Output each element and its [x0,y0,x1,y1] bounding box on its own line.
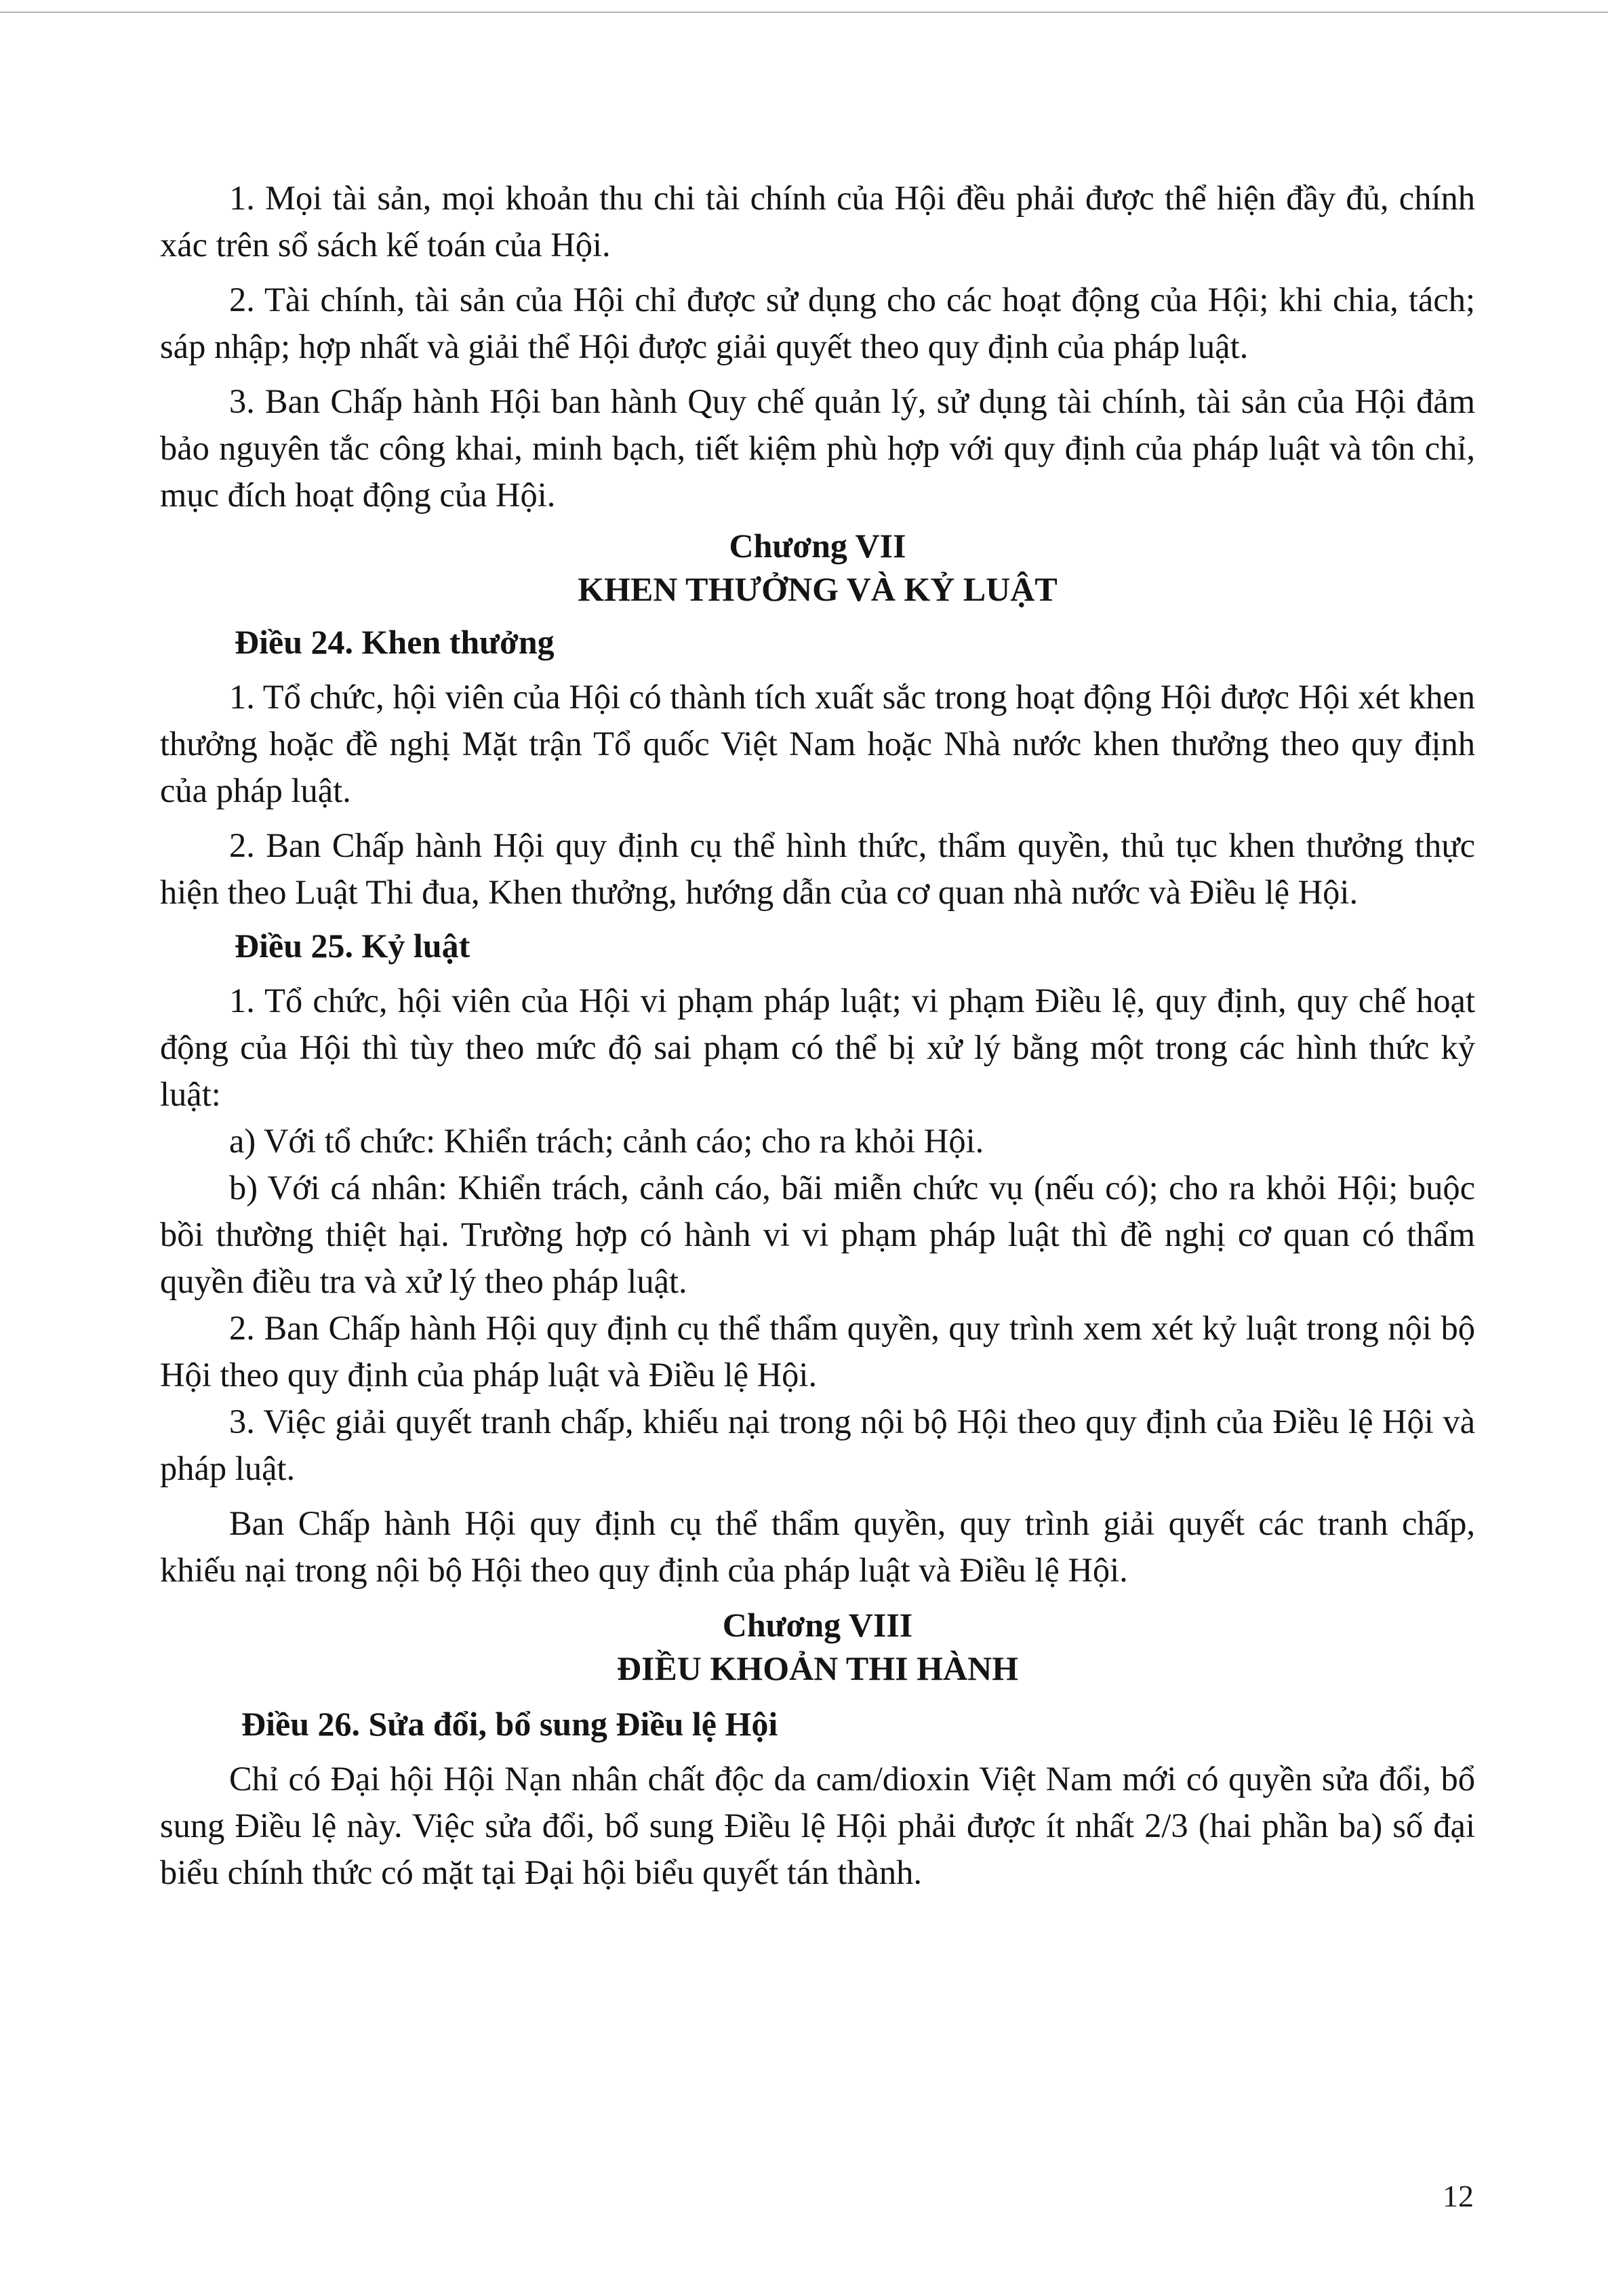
document-page [160,175,1475,1896]
article-26-paragraph-1: Chỉ có Đại hội Hội Nạn nhân chất độc da cam/dioxin Việt Nam mới có quyền sửa đổi, bổ sung Điều lệ này. Việc sửa đổi, bổ sung Điều lệ Hội phải được ít nhất 2/3 (hai phần ba) số đại biểu chính thức có mặt tại Đại hội biểu quyết tán thành. [160,1760,1475,1891]
scan-top-rule [0,12,1608,13]
chapter-8-label: Chương VIII [722,1606,913,1644]
article-25-paragraph-3: 3. Việc giải quyết tranh chấp, khiếu nại trong nội bộ Hội theo quy định của Điều lệ Hội và pháp luật. [160,1403,1475,1487]
chapter-7-label: Chương VII [729,527,906,565]
page-number: 12 [1443,2179,1474,2213]
paragraph-finance-3: 3. Ban Chấp hành Hội ban hành Quy chế quản lý, sử dụng tài chính, tài sản của Hội đảm bảo nguyên tắc công khai, minh bạch, tiết kiệm phù hợp với quy định của pháp luật và tôn chỉ, mục đích hoạt động của Hội. [160,382,1475,514]
article-26-heading: Điều 26. Sửa đổi, bổ sung Điều lệ Hội [241,1705,778,1743]
article-25-paragraph-2: 2. Ban Chấp hành Hội quy định cụ thể thẩm quyền, quy trình xem xét kỷ luật trong nội bộ Hội theo quy định của pháp luật và Điều lệ Hội. [160,1309,1475,1394]
article-25-paragraph-1a: a) Với tổ chức: Khiển trách; cảnh cáo; cho ra khỏi Hội. [229,1122,984,1160]
chapter-7-title: KHEN THƯỞNG VÀ KỶ LUẬT [578,570,1058,608]
article-25-paragraph-4: Ban Chấp hành Hội quy định cụ thể thẩm quyền, quy trình giải quyết các tranh chấp, khiếu nại trong nội bộ Hội theo quy định của pháp luật và Điều lệ Hội. [160,1504,1475,1589]
article-24-paragraph-1: 1. Tổ chức, hội viên của Hội có thành tích xuất sắc trong hoạt động Hội được Hội xét khen thưởng hoặc đề nghị Mặt trận Tổ quốc Việt Nam hoặc Nhà nước khen thưởng theo quy định của pháp luật. [160,678,1475,809]
paragraph-finance-1: 1. Mọi tài sản, mọi khoản thu chi tài chính của Hội đều phải được thể hiện đầy đủ, chính xác trên sổ sách kế toán của Hội. [160,179,1475,264]
chapter-8-title: ĐIỀU KHOẢN THI HÀNH [616,1649,1019,1687]
paragraph-finance-2: 2. Tài chính, tài sản của Hội chỉ được sử dụng cho các hoạt động của Hội; khi chia, tách; sáp nhập; hợp nhất và giải thể Hội được giải quyết theo quy định của pháp luật. [160,281,1475,365]
article-25-heading: Điều 25. Kỷ luật [235,927,470,965]
article-25-paragraph-1: 1. Tổ chức, hội viên của Hội vi phạm pháp luật; vi phạm Điều lệ, quy định, quy chế hoạt động của Hội thì tùy theo mức độ sai phạm có thể bị xử lý bằng một trong các hình thức kỷ luật: [160,982,1475,1113]
article-24-heading: Điều 24. Khen thưởng [235,623,555,661]
article-24-paragraph-2: 2. Ban Chấp hành Hội quy định cụ thể hình thức, thẩm quyền, thủ tục khen thưởng thực hiện theo Luật Thi đua, Khen thưởng, hướng dẫn của cơ quan nhà nước và Điều lệ Hội. [160,826,1475,911]
article-25-paragraph-1b: b) Với cá nhân: Khiển trách, cảnh cáo, bãi miễn chức vụ (nếu có); cho ra khỏi Hội; buộc bồi thường thiệt hại. Trường hợp có hành vi vi phạm pháp luật thì đề nghị cơ quan có thẩm quyền điều tra và xử lý theo pháp luật. [160,1169,1475,1300]
